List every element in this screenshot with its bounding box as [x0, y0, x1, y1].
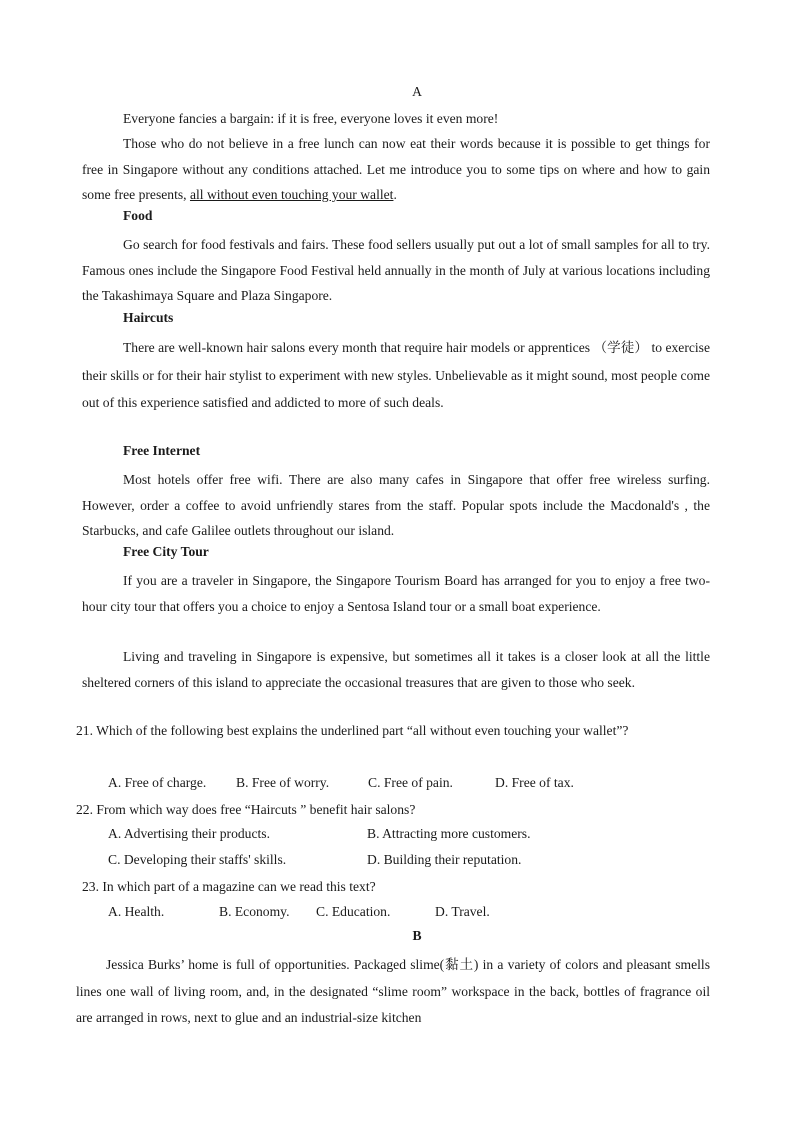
- section-b-title: B: [412, 928, 422, 943]
- heading-food: Food: [123, 208, 153, 223]
- heading-haircuts: Haircuts: [123, 310, 174, 325]
- q21-option-b: B. Free of worry.: [236, 775, 330, 790]
- q23-option-b: B. Economy.: [219, 904, 290, 919]
- q21-option-c: C. Free of pain.: [368, 775, 453, 790]
- food-paragraph: Go search for food festivals and fairs. These food sellers usually put out a lot of small samples for all to try. Famous ones include the Singapore Food Festival held annually in the month of July at various locations including the Takashimaya Square and Plaza Singapore.: [82, 237, 710, 303]
- question-21: 21. Which of the following best explains the underlined part “all without even touching your wallet”?: [76, 723, 629, 738]
- haircuts-paragraph: There are well-known hair salons every month that require hair models or apprentices （学徒） to exercise their skills or for their hair stylist to experiment with new styles. Unbelievable as it might sound, most people come out of this experience satisfied and addicted to more of such deals.: [82, 340, 710, 410]
- q23-option-d: D. Travel.: [435, 904, 490, 919]
- question-23: 23. In which part of a magazine can we read this text?: [82, 879, 376, 894]
- q21-option-a: A. Free of charge.: [108, 775, 207, 790]
- q22-option-b: B. Attracting more customers.: [367, 826, 531, 841]
- closing-paragraph: Living and traveling in Singapore is expensive, but sometimes all it takes is a closer look at all the little sheltered corners of this island to appreciate the occasional treasures that are given to those who seek.: [82, 649, 710, 690]
- paragraph-1-end: .: [393, 187, 397, 202]
- intro-paragraph: Everyone fancies a bargain: if it is free, everyone loves it even more!: [123, 111, 499, 126]
- q22-option-a: A. Advertising their products.: [108, 826, 270, 841]
- question-22: 22. From which way does free “Haircuts ” benefit hair salons?: [76, 802, 416, 817]
- section-b-paragraph: Jessica Burks’ home is full of opportunities. Packaged slime(黏土) in a variety of colors and pleasant smells lines one wall of living room, and, in the designated “slime room” workspace in the back, bottles of fragrance oil are arranged in rows, next to glue and an industrial-size kitchen: [76, 957, 710, 1025]
- heading-free-city-tour: Free City Tour: [123, 544, 209, 559]
- paragraph-1-text: Those who do not believe in a free lunch can now eat their words because it is possible to get things for free in Singapore without any conditions attached. Let me introduce you to some tips on where and how to gain some free presents,: [82, 136, 710, 202]
- q21-option-d: D. Free of tax.: [495, 775, 574, 790]
- internet-paragraph: Most hotels offer free wifi. There are also many cafes in Singapore that offer free wireless surfing. However, order a coffee to avoid unfriendly stares from the staff. Popular spots include the Macdonald's , the Starbucks, and cafe Galilee outlets throughout our island.: [82, 472, 710, 538]
- q23-option-c: C. Education.: [316, 904, 391, 919]
- underlined-phrase: all without even touching your wallet: [189, 187, 394, 202]
- heading-free-internet: Free Internet: [123, 443, 201, 458]
- section-a-title: A: [412, 84, 422, 99]
- q23-option-a: A. Health.: [108, 904, 165, 919]
- q22-option-c: C. Developing their staffs' skills.: [108, 852, 287, 867]
- paragraph-1: [82, 131, 710, 208]
- q22-option-d: D. Building their reputation.: [367, 852, 522, 867]
- city-tour-paragraph: If you are a traveler in Singapore, the Singapore Tourism Board has arranged for you to enjoy a free two-hour city tour that offers you a choice to enjoy a Sentosa Island tour or a small boat experience.: [82, 573, 710, 614]
